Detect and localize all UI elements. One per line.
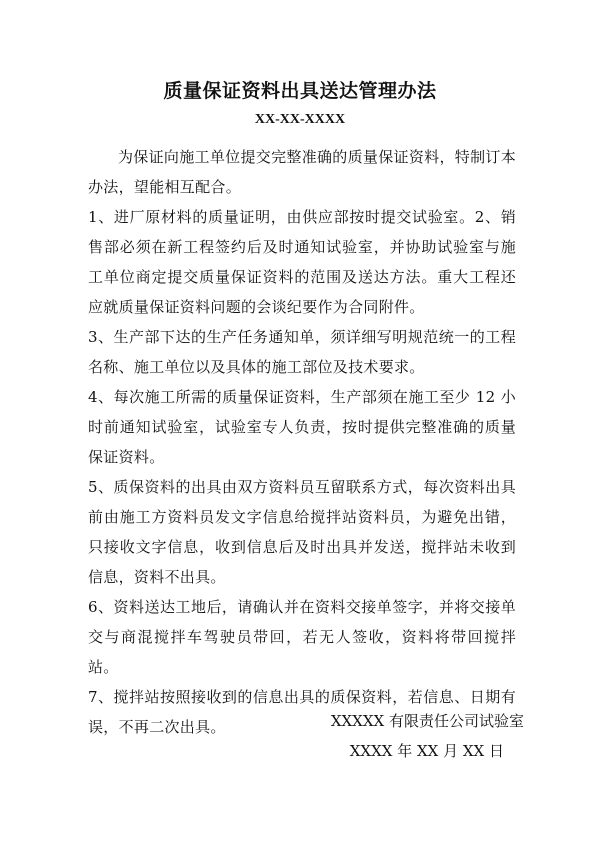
intro-paragraph: 为保证向施工单位提交完整准确的质量保证资料，特制订本办法，望能相互配合。: [88, 148, 516, 196]
clause-3: 3、生产部下达的生产任务通知单，须详细写明规范统一的工程名称、施工单位以及具体的施工部位及技术要求。: [88, 328, 516, 376]
issuer-signature: XXXXX 有限责任公司试验室: [330, 712, 524, 730]
clause-6: 6、资料送达工地后，请确认并在资料交接单签字，并将交接单交与商混搅拌车驾驶员带回，若无人签收，资料将带回搅拌站。: [88, 598, 516, 676]
clause-1-2: 1、进厂原材料的质量证明，由供应部按时提交试验室。2、销售部必须在新工程签约后及时通知试验室，并协助试验室与施工单位商定提交质量保证资料的范围及送达方法。重大工程还应就质量保证资料问题的会谈纪要作为合同附件。: [88, 208, 516, 316]
document-title: 质量保证资料出具送达管理办法: [163, 80, 437, 102]
clause-7: 7、搅拌站按照接收到的信息出具的质保资料，若信息、日期有误，不再二次出具。: [88, 688, 516, 736]
clause-5: 5、质保资料的出具由双方资料员互留联系方式，每次资料出具前由施工方资料员发文字信息给搅拌站资料员，为避免出错，只接收文字信息，收到信息后及时出具并发送，搅拌站未收到信息，资料不出具。: [88, 478, 516, 586]
clause-4: 4、每次施工所需的质量保证资料，生产部须在施工至少 12 小时前通知试验室，试验室专人负责，按时提供完整准确的质量保证资料。: [88, 388, 516, 466]
document-body: [88, 142, 516, 742]
issue-date: XXXX 年 XX 月 XX 日: [349, 742, 504, 760]
document-number: XX-XX-XXXX: [254, 112, 346, 127]
